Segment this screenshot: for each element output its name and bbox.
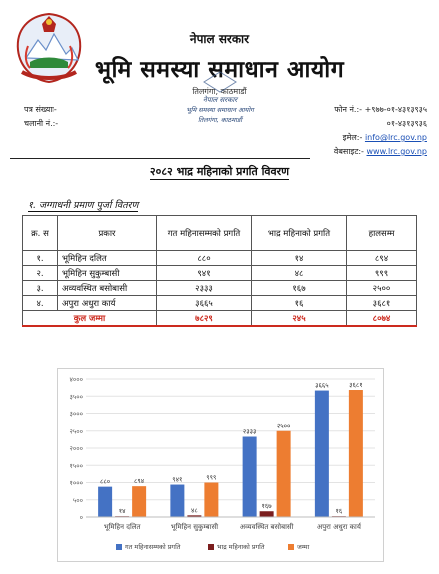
legend-swatch bbox=[208, 544, 214, 550]
bar-data-label: ८९४ bbox=[134, 477, 145, 486]
phone-number: फोन नं.:- +९७७-०१-४३१३९३५ bbox=[334, 105, 427, 114]
legend-label: गत महिनासम्मको प्रगति bbox=[125, 543, 181, 551]
bar-data-label: १४ bbox=[118, 507, 126, 516]
report-title: २०८२ भाद्र महिनाको प्रगति विवरण bbox=[149, 165, 290, 178]
cell-month: १४ bbox=[252, 251, 347, 266]
total-prev: ७८२९ bbox=[157, 311, 252, 327]
cell-type: भूमिहिन सुकुम्बासी bbox=[58, 266, 157, 281]
website-label: वेबसाइट:- bbox=[333, 147, 364, 156]
bar-data-label: १६७ bbox=[261, 502, 272, 511]
section-title: १. जग्गाधनी प्रमाण पुर्जा वितरण bbox=[28, 200, 139, 211]
commission-address: तिलगंगा, काठमाडौं bbox=[192, 87, 247, 96]
cell-prev: ३६६५ bbox=[157, 296, 252, 311]
bar-previous bbox=[170, 485, 184, 517]
cell-total: ९९९ bbox=[347, 266, 417, 281]
header-divider bbox=[10, 158, 310, 159]
seal-text-2: भूमि समस्या समाधान आयोग bbox=[186, 106, 254, 114]
ref-number-label: पत्र संख्याः- bbox=[24, 105, 57, 114]
bar-data-label: २३३३ bbox=[242, 427, 257, 436]
bar-data-label: ९९९ bbox=[206, 473, 217, 482]
cell-month: १६ bbox=[252, 296, 347, 311]
table-row bbox=[23, 296, 417, 311]
table-row bbox=[23, 281, 417, 296]
col-header-prev-progress: गत महिनासम्मको प्रगति bbox=[157, 216, 252, 251]
col-header-sn: क्र. स bbox=[23, 216, 58, 251]
x-category-label: अव्यवस्थित बसोबासी bbox=[239, 523, 294, 531]
email-line bbox=[343, 132, 427, 143]
col-header-month-progress: भाद्र महिनाको प्रगति bbox=[252, 216, 347, 251]
bar-total bbox=[277, 431, 291, 517]
table-total-row bbox=[23, 311, 417, 327]
x-category-label: भूमिहिन सुकुम्बासी bbox=[170, 523, 219, 531]
cell-prev: ८८० bbox=[157, 251, 252, 266]
progress-bar-chart bbox=[58, 369, 383, 561]
bar-previous bbox=[315, 391, 329, 517]
cell-sn: २. bbox=[23, 266, 58, 281]
seal-text-1: नेपाल सरकार bbox=[202, 96, 238, 104]
cell-type: अपुरा अधुरा कार्य bbox=[58, 296, 157, 311]
bar-data-label: ९४१ bbox=[172, 475, 183, 484]
cell-sn: ४. bbox=[23, 296, 58, 311]
legend-label: भाद्र महिनाको प्रगति bbox=[217, 543, 265, 551]
government-name: नेपाल सरकार bbox=[189, 32, 250, 46]
bar-total bbox=[132, 486, 146, 517]
table-header-row bbox=[23, 216, 417, 251]
table-row bbox=[23, 266, 417, 281]
cell-type: अव्यवस्थित बसोबासी bbox=[58, 281, 157, 296]
y-tick-label: ३५०० bbox=[69, 392, 83, 401]
y-tick-label: २००० bbox=[69, 444, 83, 453]
y-tick-label: ४००० bbox=[69, 375, 83, 384]
cell-total: २५०० bbox=[347, 281, 417, 296]
cell-sn: १. bbox=[23, 251, 58, 266]
legend-swatch bbox=[116, 544, 122, 550]
seal-text-3: तिलगंगा, काठमाडौं bbox=[197, 116, 243, 124]
y-tick-label: ५०० bbox=[72, 496, 83, 505]
x-category-label: अपुरा अधुरा कार्य bbox=[316, 523, 361, 531]
bar-data-label: ३६६५ bbox=[315, 381, 329, 390]
bar-previous bbox=[98, 487, 112, 517]
col-header-total: हालसम्म bbox=[347, 216, 417, 251]
y-tick-label: १५०० bbox=[69, 461, 83, 470]
legend-swatch bbox=[288, 544, 294, 550]
bar-data-label: ४८ bbox=[190, 506, 198, 515]
cell-type: भूमिहिन दलित bbox=[58, 251, 157, 266]
col-header-type: प्रकार bbox=[58, 216, 157, 251]
table-row bbox=[23, 251, 417, 266]
y-tick-label: १००० bbox=[69, 479, 83, 487]
bar-previous bbox=[243, 437, 257, 517]
email-label: इमेल:- bbox=[342, 133, 363, 142]
y-tick-label: ३००० bbox=[69, 410, 83, 418]
bar-data-label: ३६८१ bbox=[349, 381, 363, 390]
bar-total bbox=[349, 390, 363, 517]
legend-label: जम्मा bbox=[297, 543, 310, 551]
land-certificate-table bbox=[22, 215, 417, 327]
cell-month: १६७ bbox=[252, 281, 347, 296]
y-tick-label: २५०० bbox=[69, 427, 83, 436]
website-link[interactable]: www.lrc.gov.np bbox=[366, 147, 427, 156]
total-label: कुल जम्मा bbox=[23, 311, 157, 327]
bar-total bbox=[204, 483, 218, 517]
commission-name: भूमि समस्या समाधान आयोग bbox=[94, 57, 345, 83]
official-seal-stamp bbox=[176, 68, 264, 128]
phone-number-2: ०१-४३१३९३६ bbox=[386, 119, 427, 128]
y-tick-label: ० bbox=[79, 513, 83, 522]
cell-total: ८९४ bbox=[347, 251, 417, 266]
cell-month: ४८ bbox=[252, 266, 347, 281]
cell-sn: ३. bbox=[23, 281, 58, 296]
total-overall: ८०७४ bbox=[347, 311, 417, 327]
bar-data-label: ८८० bbox=[100, 477, 111, 486]
total-month: २४५ bbox=[252, 311, 347, 327]
cell-prev: ९४१ bbox=[157, 266, 252, 281]
cell-prev: २३३३ bbox=[157, 281, 252, 296]
bar-month bbox=[260, 511, 274, 517]
bar-data-label: १६ bbox=[335, 507, 343, 516]
dispatch-number-label: चलानी नं.:- bbox=[24, 119, 59, 128]
website-line bbox=[334, 146, 427, 157]
x-category-label: भूमिहिन दलित bbox=[103, 523, 141, 531]
progress-chart-frame bbox=[57, 368, 384, 562]
email-link[interactable]: info@lrc.gov.np bbox=[364, 133, 427, 142]
cell-total: ३६८१ bbox=[347, 296, 417, 311]
bar-data-label: २५०० bbox=[276, 421, 291, 430]
